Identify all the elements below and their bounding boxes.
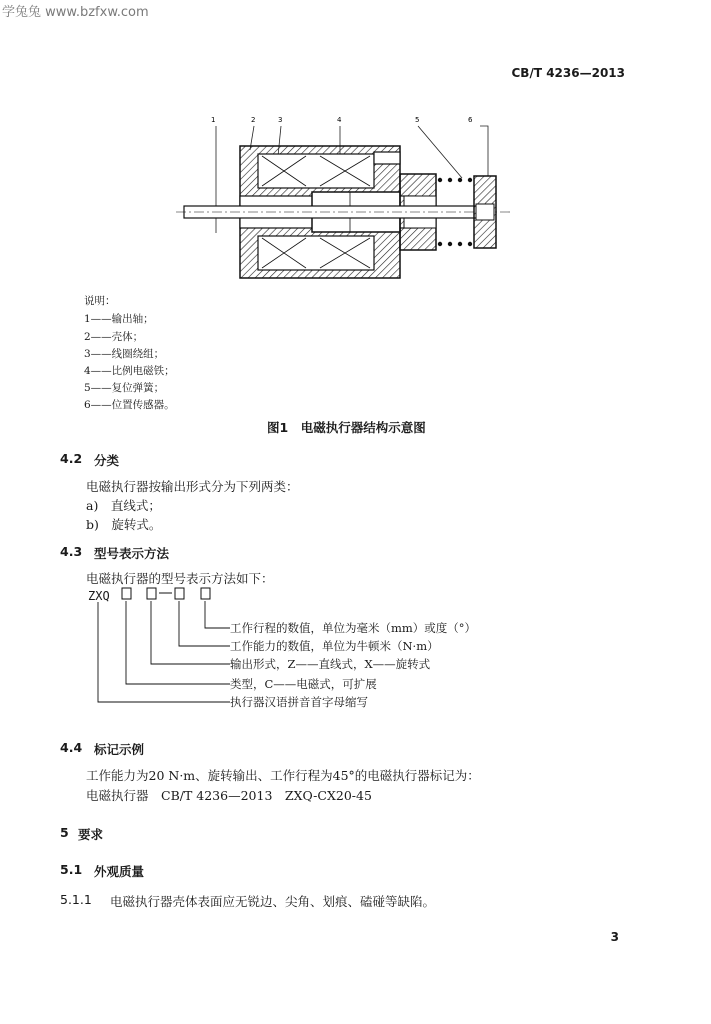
standard-number: CB/T 4236—2013 — [511, 66, 625, 80]
section-title: 外观质量 — [94, 864, 145, 879]
part-number: 6 — [468, 116, 473, 124]
section-number: 4.2 — [60, 451, 83, 466]
tree-label: 类型，C——电磁式，可扩展 — [230, 677, 377, 691]
legend-item: 6——位置传感器。 — [84, 399, 175, 411]
section-title: 要求 — [78, 827, 104, 842]
legend-item: 2——壳体； — [84, 331, 144, 343]
tree-label: 执行器汉语拼音首字母缩写 — [230, 695, 368, 709]
list-item: b) 旋转式。 — [86, 517, 162, 532]
part-number: 3 — [278, 116, 283, 124]
legend-title: 说明： — [84, 295, 116, 307]
section-title: 型号表示方法 — [94, 546, 170, 561]
paragraph: 电磁执行器 CB/T 4236—2013 ZXQ-CX20-45 — [86, 788, 372, 803]
watermark: 学兔兔 www.bzfxw.com — [2, 5, 149, 20]
paragraph: 工作能力为20 N·m、旋转输出、工作行程为45°的电磁执行器标记为： — [86, 768, 480, 783]
paragraph: 电磁执行器按输出形式分为下列两类： — [86, 479, 299, 494]
paragraph: 电磁执行器壳体表面应无锐边、尖角、划痕、磕碰等缺陷。 — [110, 894, 436, 909]
tree-label: 输出形式，Z——直线式，X——旋转式 — [230, 657, 431, 671]
figure-1-drawing — [170, 108, 530, 288]
section-title: 标记示例 — [94, 742, 145, 757]
section-number: 4.4 — [60, 740, 83, 755]
section-title: 分类 — [94, 453, 120, 468]
paragraph: 电磁执行器的型号表示方法如下： — [86, 571, 274, 586]
page-number: 3 — [610, 930, 619, 944]
section-number: 5.1 — [60, 862, 83, 877]
legend-item: 5——复位弹簧； — [84, 382, 165, 394]
legend-item: 4——比例电磁铁； — [84, 365, 175, 377]
part-number: 5 — [415, 116, 420, 124]
tree-label: 工作能力的数值，单位为牛顿米（N·m） — [230, 639, 439, 653]
model-code-diagram — [86, 584, 236, 712]
part-number: 2 — [251, 116, 256, 124]
figure-caption: 图1 电磁执行器结构示意图 — [267, 420, 426, 435]
legend-item: 3——线圈绕组； — [84, 348, 165, 360]
model-code-prefix: ZXQ — [88, 589, 110, 603]
tree-label: 工作行程的数值，单位为毫米（mm）或度（°） — [230, 621, 477, 635]
section-number: 5.1.1 — [60, 892, 92, 907]
legend-item: 1——输出轴； — [84, 313, 154, 325]
part-number: 4 — [337, 116, 342, 124]
part-number: 1 — [211, 116, 216, 124]
section-number: 4.3 — [60, 544, 83, 559]
section-number: 5 — [60, 825, 69, 840]
list-item: a) 直线式； — [86, 498, 161, 513]
